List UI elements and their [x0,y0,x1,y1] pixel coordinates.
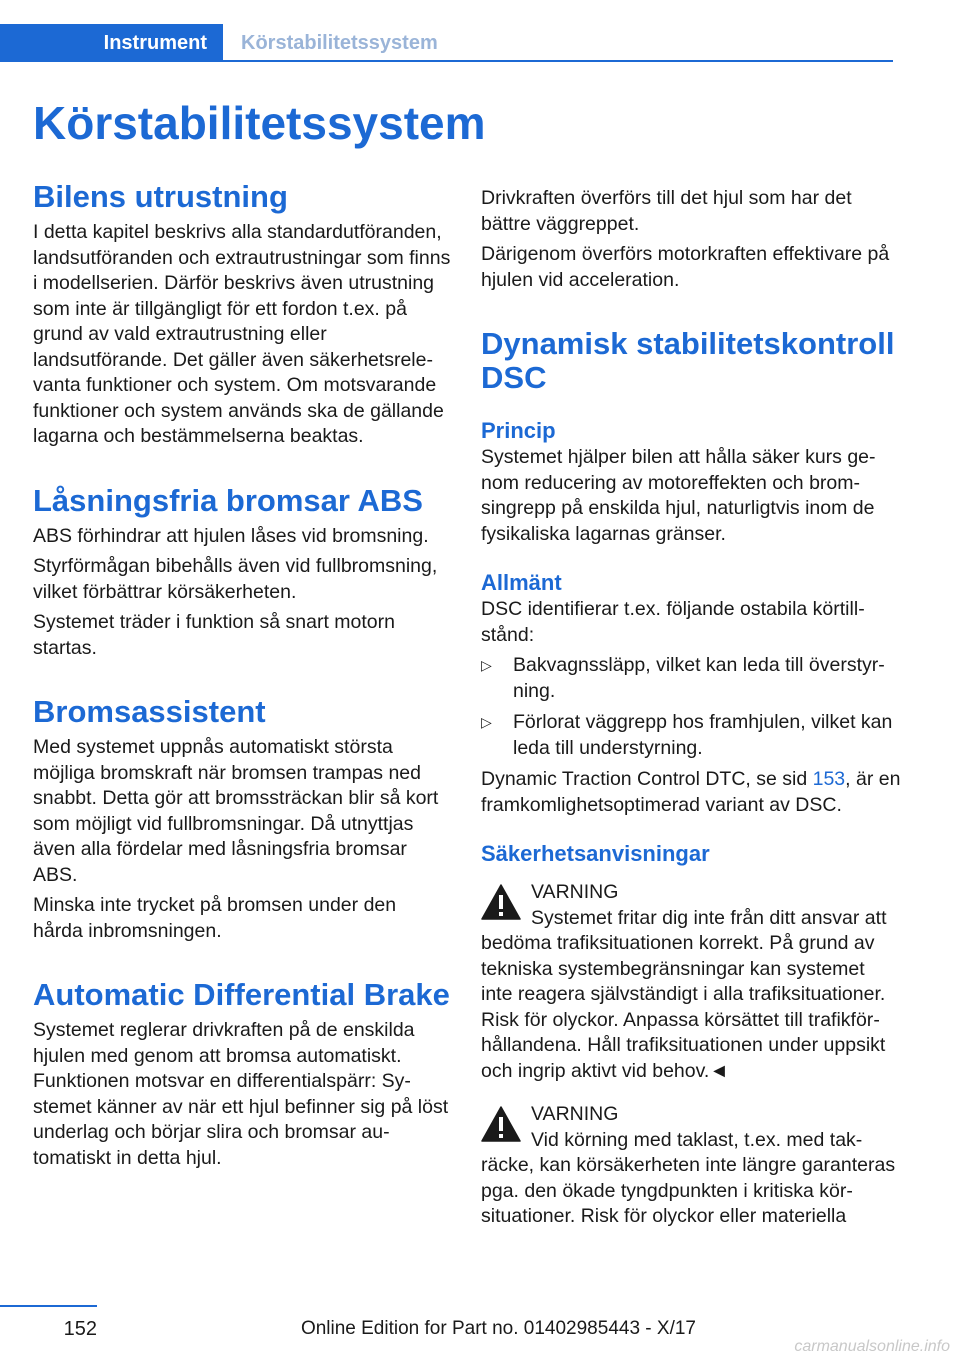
subsection-title-allmant: Allmänt [481,570,562,595]
page-number: 152 [63,1318,97,1340]
list-item-text: Förlorat väggrepp hos framhjulen, vilket kan leda till understyrning. [513,711,893,759]
bullet-triangle-icon: ▷ [481,714,492,730]
tab-korstabilitetssystem[interactable]: Körstabilitetssystem [241,31,438,54]
paragraph: Därigenom överförs motorkraften effektivare på hjulen vid acceleration. [481,243,890,291]
watermark: carmanualsonline.info [794,1338,950,1355]
warning-text: Vid körning med taklast, t.ex. med takräcke, kan körsäkerheten inte längre garanteras pga. den ökade tyngdpunkten i kritiska körsituationer. Risk för olyckor eller materiella [481,1128,896,1227]
paragraph: Systemet träder i funktion så snart motorn startas. [33,611,395,659]
page-link-153[interactable]: 153 [812,768,846,790]
left-column [33,180,451,1176]
warning-triangle-icon [481,884,521,920]
dtc-text-before: Dynamic Traction Control DTC, se sid [481,768,813,790]
dtc-text-after: , är en framkomlighetsoptimerad variant av DSC. [481,768,901,816]
list-item-text: Bakvagnssläpp, vilket kan leda till överstyrning. [513,654,885,702]
section-title-adb: Automatic Differential Brake [33,977,450,1012]
paragraph: Drivkraften överförs till det hjul som har det bättre väggreppet. [481,187,852,235]
paragraph: ABS förhindrar att hjulen låses vid bromsning. [33,524,429,547]
paragraph: Systemet reglerar drivkraften på de enskilda hjulen med genom att bromsa automatiskt. Funktionen motsvar en differentialspärr: Systemet känner av när ett hjul befinner sig på löst underlag och börjar slira och bromsar automatiskt in detta hjul. [33,1019,449,1169]
warning-block [481,880,901,1084]
header-tabbar [0,24,893,62]
warning-triangle-icon [481,1106,521,1142]
warning-heading: VARNING [531,881,619,903]
right-column [481,186,901,1230]
paragraph: Med systemet uppnås automatiskt största möjliga bromskraft när bromsen trampas ned snabbt. Detta gör att bromssträckan blir så kort som möjligt vid fullbromsningar. Då utnyttjas även alla fördelar med låsningsfria bromsar ABS. [33,736,439,886]
section-title-bilens-utrustning: Bilens utrustning [33,179,288,214]
warning-text: Systemet fritar dig inte från ditt ansvar att bedöma trafiksituationen korrekt. På grund av tekniska systembegränsningar kan systemet inte reagera självständigt i alla trafiksituationer. Risk för olyckor. Anpassa körsättet till trafikförhållandena. Håll trafiksituationen under uppsikt och ingrip aktivt vid behov.◄ [481,906,887,1082]
tab-instrument[interactable]: Instrument [0,24,223,62]
section-title-dsc: Dynamisk stabilitetskontroll DSC [481,326,895,395]
section-title-bromsassistent: Bromsassistent [33,694,266,729]
paragraph-dtc [481,767,901,818]
list-item [481,653,901,704]
section-title-abs: Låsningsfria bromsar ABS [33,482,423,518]
paragraph: Minska inte trycket på bromsen under den hårda inbromsningen. [33,894,397,942]
page-title: Körstabilitetssystem [33,97,486,149]
subsection-title-sakerhetsanvisningar: Säkerhetsanvisningar [481,841,710,866]
paragraph: I detta kapitel beskrivs alla standardutföranden, landsutföranden och extrautrustningar som finns i modellserien. Därför beskrivs även utrustning som inte är tillgängligt för ett fordon t.ex. på grund av vald extrautrustning eller landsutförande. Det gäller även säkerhetsrelevanta funktioner och system. Om motsvarande funktioner och system används ska de gällande lagarna och bestämmelserna beaktas. [33,221,451,447]
subsection-title-princip: Princip [481,418,556,443]
paragraph: DSC identifierar t.ex. följande ostabila körtillstånd: [481,598,865,646]
paragraph: Styrförmågan bibehålls även vid fullbromsning, vilket förbättrar körsäkerheten. [33,555,438,603]
list-item [481,710,901,761]
warning-block [481,1102,901,1230]
bullet-triangle-icon: ▷ [481,657,492,673]
header-rule [223,60,893,62]
paragraph: Systemet hjälper bilen att hålla säker kurs genom reducering av motoreffekten och bromsingrepp på enskilda hjul, naturligtvis inom de fysikaliska lagarnas gränser. [481,446,876,545]
warning-heading: VARNING [531,1103,619,1125]
footer-rule [0,1305,97,1307]
edition-footer: Online Edition for Part no. 01402985443 - X/17 [300,1318,696,1339]
